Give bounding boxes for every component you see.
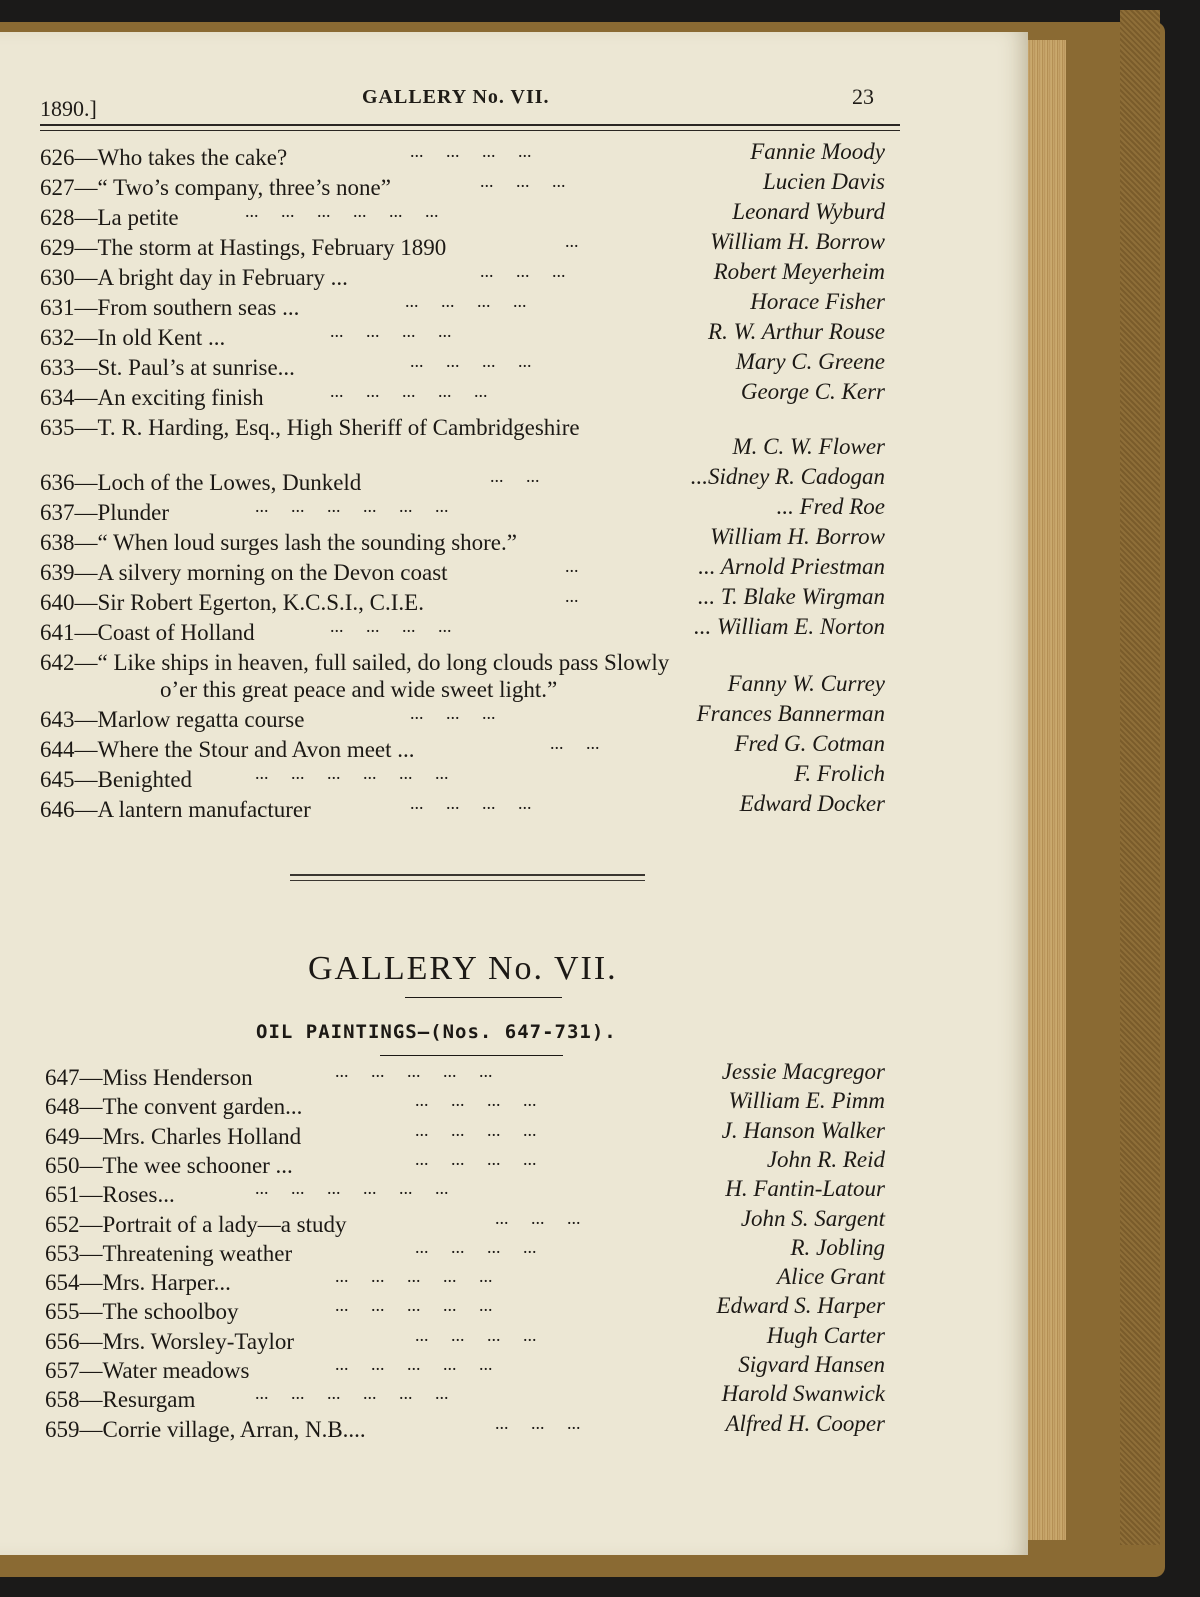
list-item <box>40 614 885 650</box>
leader-dots: ... ... ... ... ... ... <box>255 763 449 783</box>
entry-title: 653—Threatening weather <box>45 1240 293 1266</box>
entry-artist: Horace Fisher <box>750 289 885 314</box>
leader-dots: ... ... ... ... <box>410 141 532 161</box>
entry-artist: M. C. W. Flower <box>732 434 885 459</box>
list-item <box>40 379 885 415</box>
entry-artist: Robert Meyerheim <box>713 259 885 284</box>
leader-dots: ... ... ... ... ... <box>330 381 488 401</box>
entry-artist: Lucien Davis <box>762 169 885 194</box>
entry-title: 645—Benighted <box>40 767 193 792</box>
entry-artist: Fannie Moody <box>750 139 885 164</box>
list-item <box>40 731 885 767</box>
entry-title: 629—The storm at Hastings, February 1890 <box>40 235 447 260</box>
leader-dots: ... ... ... ... ... ... <box>255 1178 449 1199</box>
leader-dots: ... ... ... ... ... ... <box>245 201 439 221</box>
entry-artist: Edward S. Harper <box>716 1293 885 1319</box>
entry-title: 626—Who takes the cake? <box>40 145 288 170</box>
entry-title: 638—“ When loud surges lash the sounding shore.” <box>40 530 517 555</box>
entry-title: 652—Portrait of a lady—a study <box>45 1211 347 1237</box>
leader-dots: ... ... <box>490 466 540 486</box>
section-divider <box>290 874 645 881</box>
entry-artist: J. Hanson Walker <box>721 1117 885 1143</box>
entry-title: 656—Mrs. Worsley-Taylor <box>45 1328 295 1354</box>
entry-artist: Mary C. Greene <box>735 349 885 374</box>
entry-artist: Harold Swanwick <box>721 1381 885 1407</box>
entry-title: 637—Plunder <box>40 500 170 525</box>
header-title: GALLERY No. VII. <box>362 86 550 108</box>
entry-artist: R. W. Arthur Rouse <box>708 319 885 344</box>
entry-artist: Fred G. Cotman <box>734 731 885 756</box>
entry-title: 655—The schoolboy <box>45 1299 239 1325</box>
entry-title: 646—A lantern manufacturer <box>40 797 311 822</box>
leader-dots: ... <box>565 586 579 606</box>
leader-dots: ... ... ... ... <box>405 291 527 311</box>
list-item <box>40 791 885 827</box>
leader-dots: ... ... ... ... <box>415 1148 537 1169</box>
entry-title: 636—Loch of the Lowes, Dunkeld <box>40 470 362 495</box>
entry-artist: R. Jobling <box>790 1234 885 1260</box>
entry-title: 641—Coast of Holland <box>40 620 255 645</box>
leader-dots: ... ... ... ... ... <box>335 1061 493 1081</box>
page-block-edge <box>1028 40 1066 1540</box>
entry-title: 647—Miss Henderson <box>45 1065 253 1090</box>
entry-artist: ... T. Blake Wirgman <box>697 584 885 609</box>
book-cover-edge <box>1120 10 1160 1545</box>
gallery-heading-underline <box>405 997 562 998</box>
entry-title: 639—A silvery morning on the Devon coast <box>40 560 448 585</box>
leader-dots: ... ... ... ... <box>415 1090 537 1111</box>
leader-dots: ... ... <box>550 733 600 753</box>
entry-title: 648—The convent garden... <box>45 1094 303 1120</box>
leader-dots: ... ... ... ... <box>330 616 452 636</box>
entry-artist: Sigvard Hansen <box>738 1352 885 1377</box>
entry-artist: ...Sidney R. Cadogan <box>690 464 885 489</box>
entry-title: 628—La petite <box>40 205 179 230</box>
entry-artist: William E. Pimm <box>728 1088 885 1114</box>
entry-title: 635—T. R. Harding, Esq., High Sheriff of Cambridgeshire <box>40 415 580 440</box>
entry-title: 657—Water meadows <box>45 1358 250 1383</box>
entry-artist: George C. Kerr <box>740 379 885 404</box>
leader-dots: ... ... ... ... <box>415 1236 537 1257</box>
leader-dots: ... ... ... ... <box>410 351 532 371</box>
header-rule <box>40 124 900 131</box>
leader-dots: ... ... ... ... ... <box>335 1354 493 1374</box>
page-number: 23 <box>852 84 874 109</box>
list-item <box>45 1410 885 1447</box>
entry-artist: ... Arnold Priestman <box>698 554 885 579</box>
gallery-heading: GALLERY No. VII. <box>308 950 618 987</box>
entry-artist: Edward Docker <box>739 791 885 816</box>
leader-dots: ... <box>565 556 579 576</box>
leader-dots: ... <box>565 231 579 251</box>
header-year: 1890.] <box>40 96 97 121</box>
leader-dots: ... ... ... ... ... ... <box>255 496 449 516</box>
entry-title: o’er this great peace and wide sweet light.” <box>160 677 558 702</box>
entry-artist: Fanny W. Currey <box>727 671 885 696</box>
leader-dots: ... ... ... <box>410 703 496 723</box>
leader-dots: ... ... ... ... ... <box>335 1295 493 1316</box>
entry-artist: Alice Grant <box>777 1264 885 1290</box>
entry-artist: William H. Borrow <box>710 524 885 549</box>
leader-dots: ... ... ... <box>495 1207 581 1228</box>
entry-artist: William H. Borrow <box>710 229 885 254</box>
leader-dots: ... ... ... ... ... <box>335 1266 493 1287</box>
entry-artist: H. Fantin-Latour <box>725 1176 885 1202</box>
leader-dots: ... ... ... ... <box>330 321 452 341</box>
leader-dots: ... ... ... ... ... ... <box>255 1383 449 1404</box>
entry-title: 658—Resurgam <box>45 1387 196 1413</box>
leader-dots: ... ... ... ... <box>415 1324 537 1345</box>
entry-title: 634—An exciting finish <box>40 385 264 410</box>
entry-artist: Hugh Carter <box>766 1322 885 1348</box>
entry-title: 644—Where the Stour and Avon meet ... <box>40 737 415 762</box>
leader-dots: ... ... ... ... <box>410 793 532 813</box>
entry-title: 627—“ Two’s company, three’s none” <box>40 175 391 200</box>
entry-title: 659—Corrie village, Arran, N.B.... <box>45 1416 366 1442</box>
section-subheading: OIL PAINTINGS—(Nos. 647-731). <box>256 1021 617 1043</box>
entry-title: 650—The wee schooner ... <box>45 1152 293 1178</box>
running-header <box>40 80 900 120</box>
entry-artist: Alfred H. Cooper <box>725 1410 885 1436</box>
entry-title: 654—Mrs. Harper... <box>45 1270 231 1296</box>
subheading-underline <box>380 1055 563 1056</box>
entry-artist: ... Fred Roe <box>776 494 885 519</box>
entry-artist: John R. Reid <box>766 1146 885 1172</box>
entry-artist: ... William E. Norton <box>693 614 885 639</box>
entry-artist: F. Frolich <box>794 761 885 786</box>
entry-title: 632—In old Kent ... <box>40 325 226 350</box>
entry-title: 649—Mrs. Charles Holland <box>45 1123 302 1149</box>
entry-title: 630—A bright day in February ... <box>40 265 348 290</box>
list-item <box>40 464 885 500</box>
leader-dots: ... ... ... ... <box>415 1119 537 1140</box>
leader-dots: ... ... ... <box>480 171 566 191</box>
leader-dots: ... ... ... <box>480 261 566 281</box>
entry-artist: John S. Sargent <box>740 1205 885 1231</box>
entry-title: 642—“ Like ships in heaven, full sailed, do long clouds pass Slowly <box>40 650 670 675</box>
entry-title: 651—Roses... <box>45 1182 175 1208</box>
list-item <box>40 139 885 175</box>
entry-artist: Jessie Macgregor <box>721 1059 885 1084</box>
leader-dots: ... ... ... <box>495 1412 581 1433</box>
entry-title: 631—From southern seas ... <box>40 295 300 320</box>
entry-artist: Leonard Wyburd <box>732 199 885 224</box>
entry-artist: Frances Bannerman <box>696 701 885 726</box>
entry-title: 633—St. Paul’s at sunrise... <box>40 355 295 380</box>
entry-title: 643—Marlow regatta course <box>40 707 305 732</box>
entry-title: 640—Sir Robert Egerton, K.C.S.I., C.I.E. <box>40 590 424 615</box>
